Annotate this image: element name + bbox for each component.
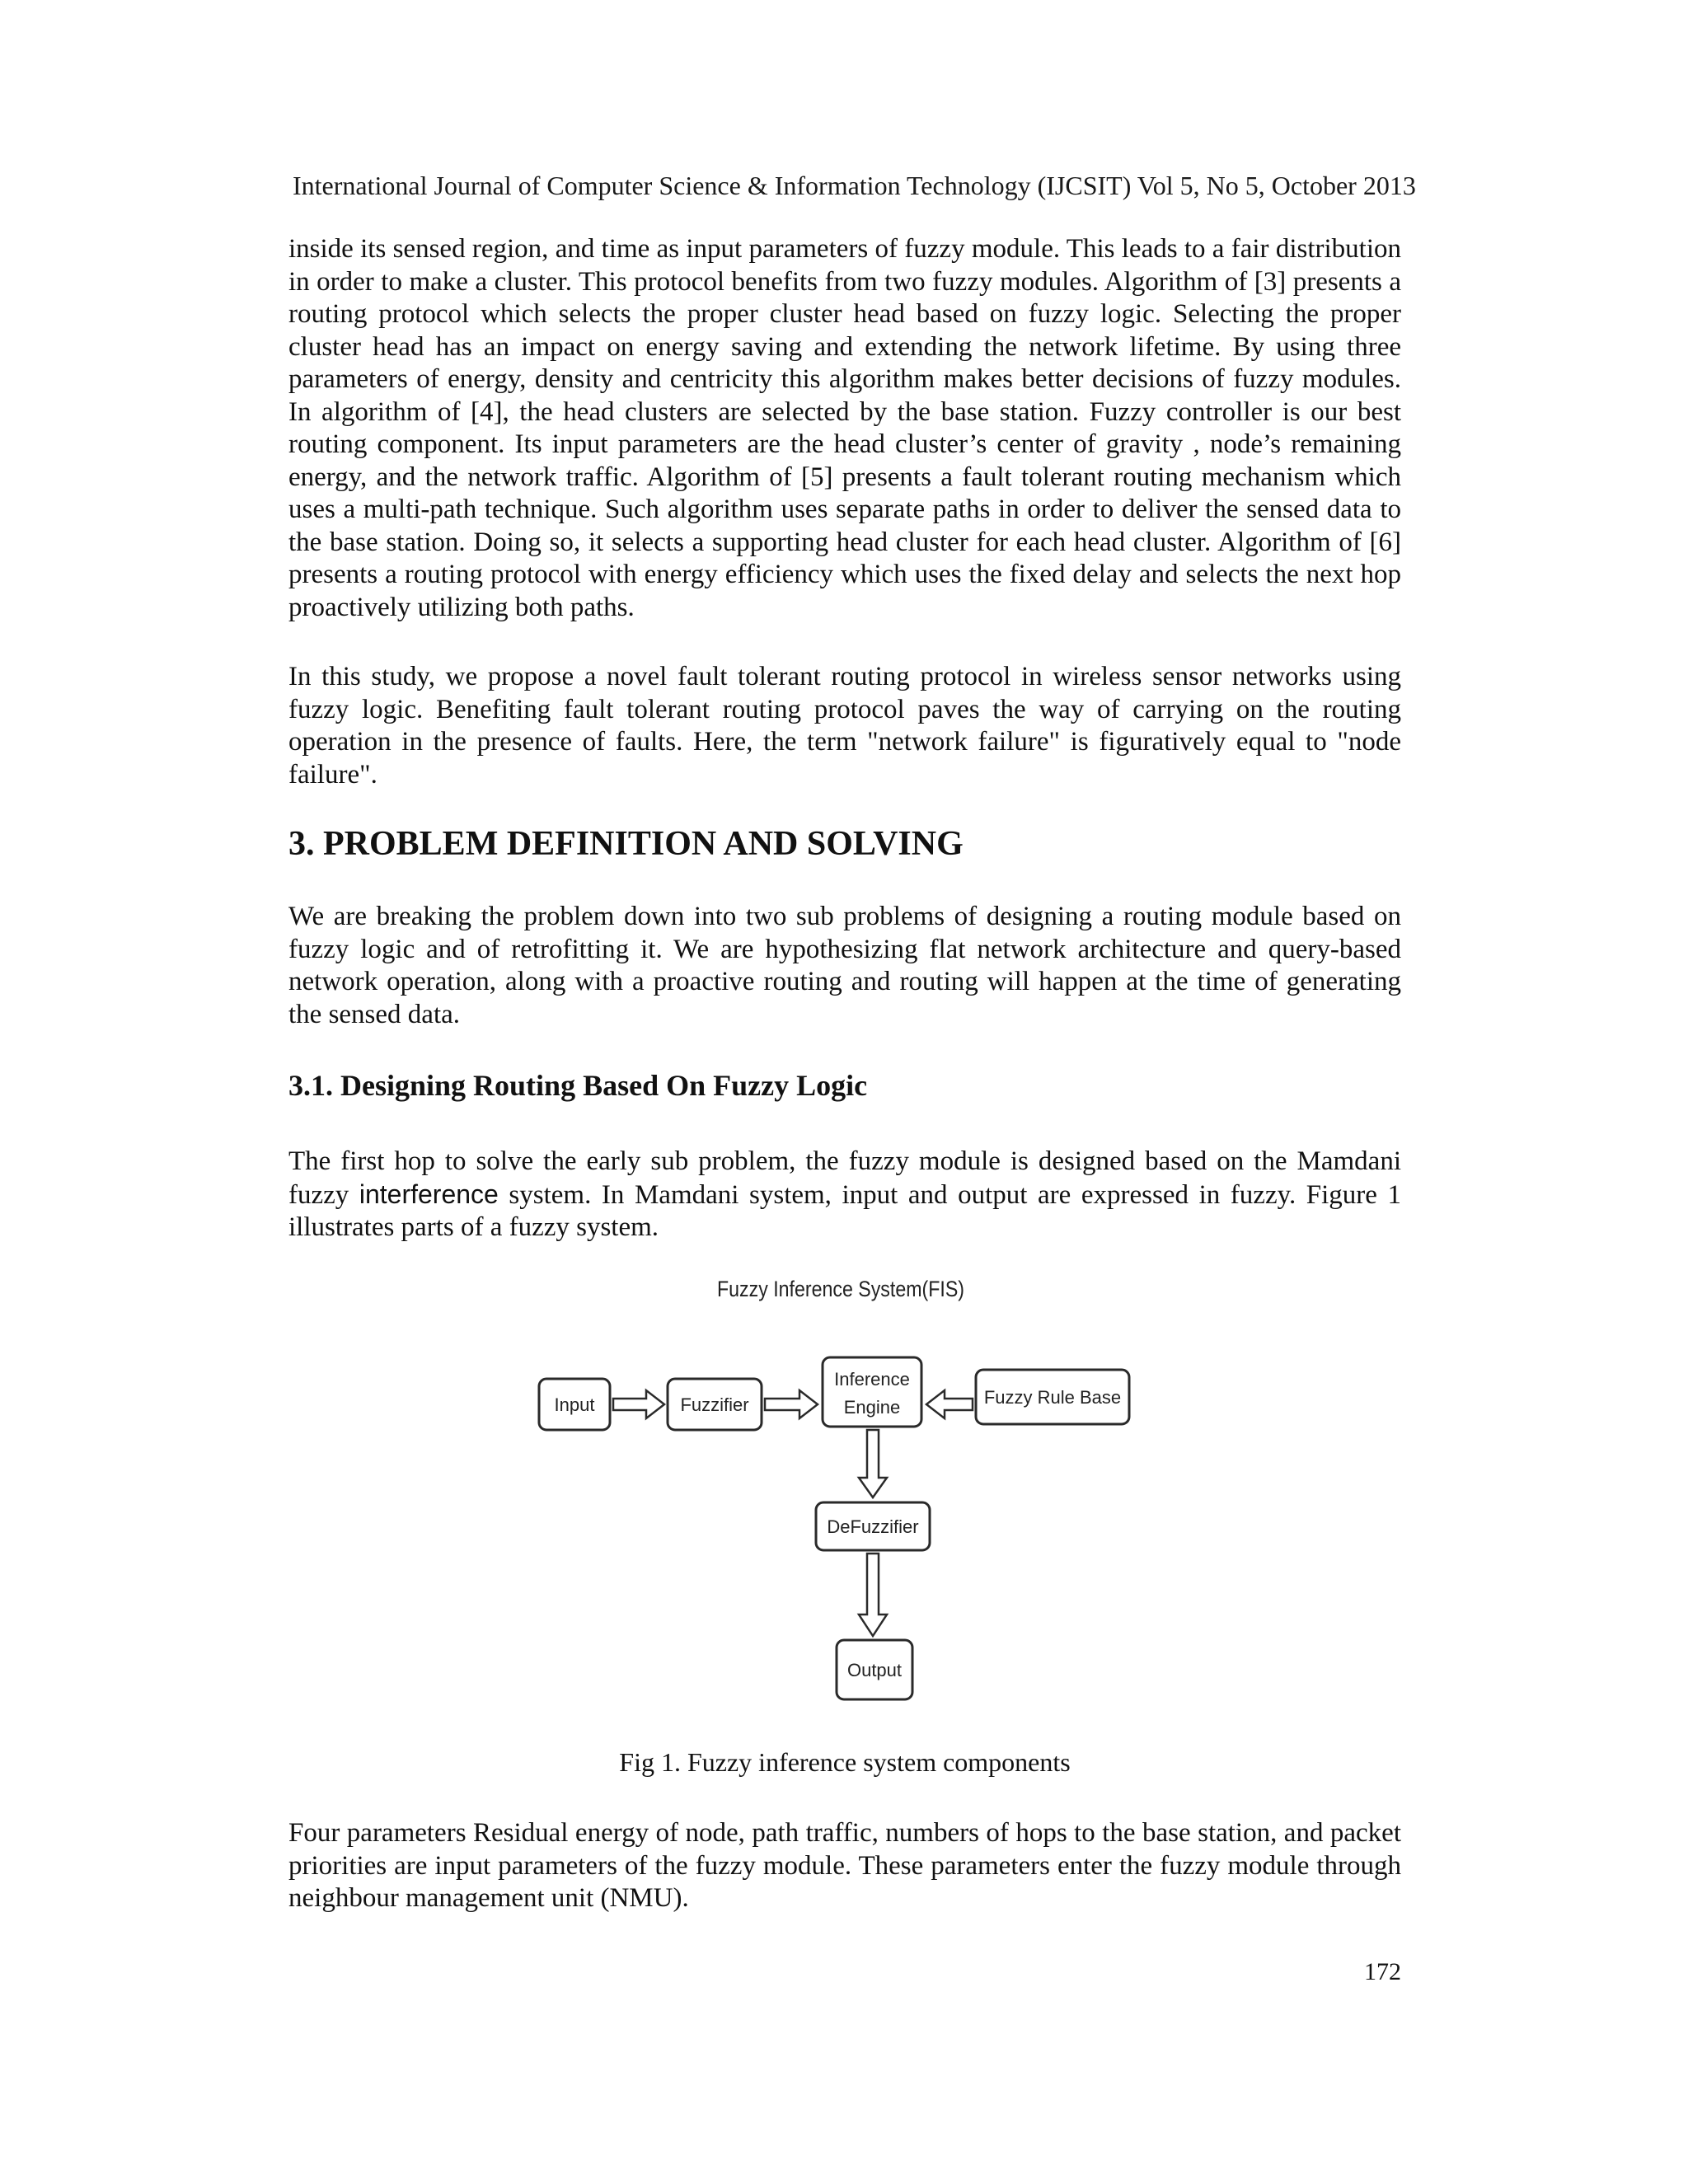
paragraph-text: In this study, we propose a novel fault tolerant routing protocol in wireless sensor networks using fuzzy logic. Benefiting fault tolerant routing protocol paves the way of carrying on the routing operation in the presence of faults. Here, the term "network failure" is figuratively equal to "node failure".	[288, 662, 1401, 790]
rule-base-label: Fuzzy Rule Base	[983, 1387, 1122, 1408]
page-number: 172	[1364, 1958, 1401, 1985]
arrow-right-icon	[613, 1390, 664, 1418]
paragraph-study-intro	[288, 661, 1401, 791]
inference-label-line2: Engine	[843, 1397, 901, 1418]
paragraph-text	[288, 1146, 1401, 1244]
paragraph-text: We are breaking the problem down into two sub problems of designing a routing module based on fuzzy logic and of retrofitting it. We are hypothesizing flat network architecture and query-based network operation, along with a proactive routing and routing will happen at the time of generating the sensed data.	[288, 902, 1401, 1029]
paragraph-mamdani	[288, 1146, 1401, 1244]
text-run: system. In Mamdani system, input and output are expressed in fuzzy. Figure 1 illustrates parts of a fuzzy system.	[288, 1179, 1401, 1242]
figure-caption: Fig 1. Fuzzy inference system components	[619, 1747, 1071, 1777]
fis-diagram	[528, 1265, 1154, 1727]
diagram-title: Fuzzy Inference System(FIS)	[717, 1277, 964, 1301]
paragraph-problem	[288, 901, 1401, 1031]
inference-label-line1: Inference	[834, 1369, 910, 1390]
arrow-left-icon	[926, 1390, 973, 1418]
input-label: Input	[554, 1394, 595, 1415]
output-label: Output	[846, 1660, 903, 1680]
fuzzifier-label: Fuzzifier	[680, 1394, 749, 1415]
subsection-heading: 3.1. Designing Routing Based On Fuzzy Logic	[288, 1069, 868, 1102]
term-interference: interference	[359, 1179, 499, 1209]
text-run: The first hop to solve the early sub problem, the fuzzy module is designed based on the Mamdani fuzzy	[288, 1146, 1401, 1210]
paragraph-text: Four parameters Residual energy of node, path traffic, numbers of hops to the base station, and packet priorities are input parameters of the fuzzy module. These parameters enter the fuzzy module through neighbour management unit (NMU).	[288, 1818, 1401, 1913]
paragraph-parameters	[288, 1817, 1401, 1915]
arrow-right-icon	[765, 1390, 818, 1418]
paragraph-related-work	[288, 233, 1401, 624]
arrow-down-icon	[859, 1554, 887, 1636]
arrow-down-icon	[859, 1430, 887, 1497]
running-header: International Journal of Computer Science & Information Technology (IJCSIT) Vol 5, No 5, October 2013	[293, 171, 1416, 200]
paragraph-text: inside its sensed region, and time as input parameters of fuzzy module. This leads to a fair distribution in order to make a cluster. This protocol benefits from two fuzzy modules. Algorithm of [3] presents a routing protocol which selects the proper cluster head based on fuzzy logic. Selecting the proper cluster head has an impact on energy saving and extending the network lifetime. By using three parameters of energy, density and centricity this algorithm makes better decisions of fuzzy modules. In algorithm of [4], the head clusters are selected by the base station. Fuzzy controller is our best routing component. Its input parameters are the head cluster’s center of gravity , node’s remaining energy, and the network traffic. Algorithm of [5] presents a fault tolerant routing mechanism which uses a multi-path technique. Such algorithm uses separate paths in order to deliver the sensed data to the base station. Doing so, it selects a supporting head cluster for each head cluster. Algorithm of [6] presents a routing protocol with energy efficiency which uses the fixed delay and selects the next hop proactively utilizing both paths.	[288, 234, 1401, 622]
defuzzifier-label: DeFuzzifier	[827, 1516, 919, 1537]
section-heading: 3. PROBLEM DEFINITION AND SOLVING	[288, 825, 964, 863]
